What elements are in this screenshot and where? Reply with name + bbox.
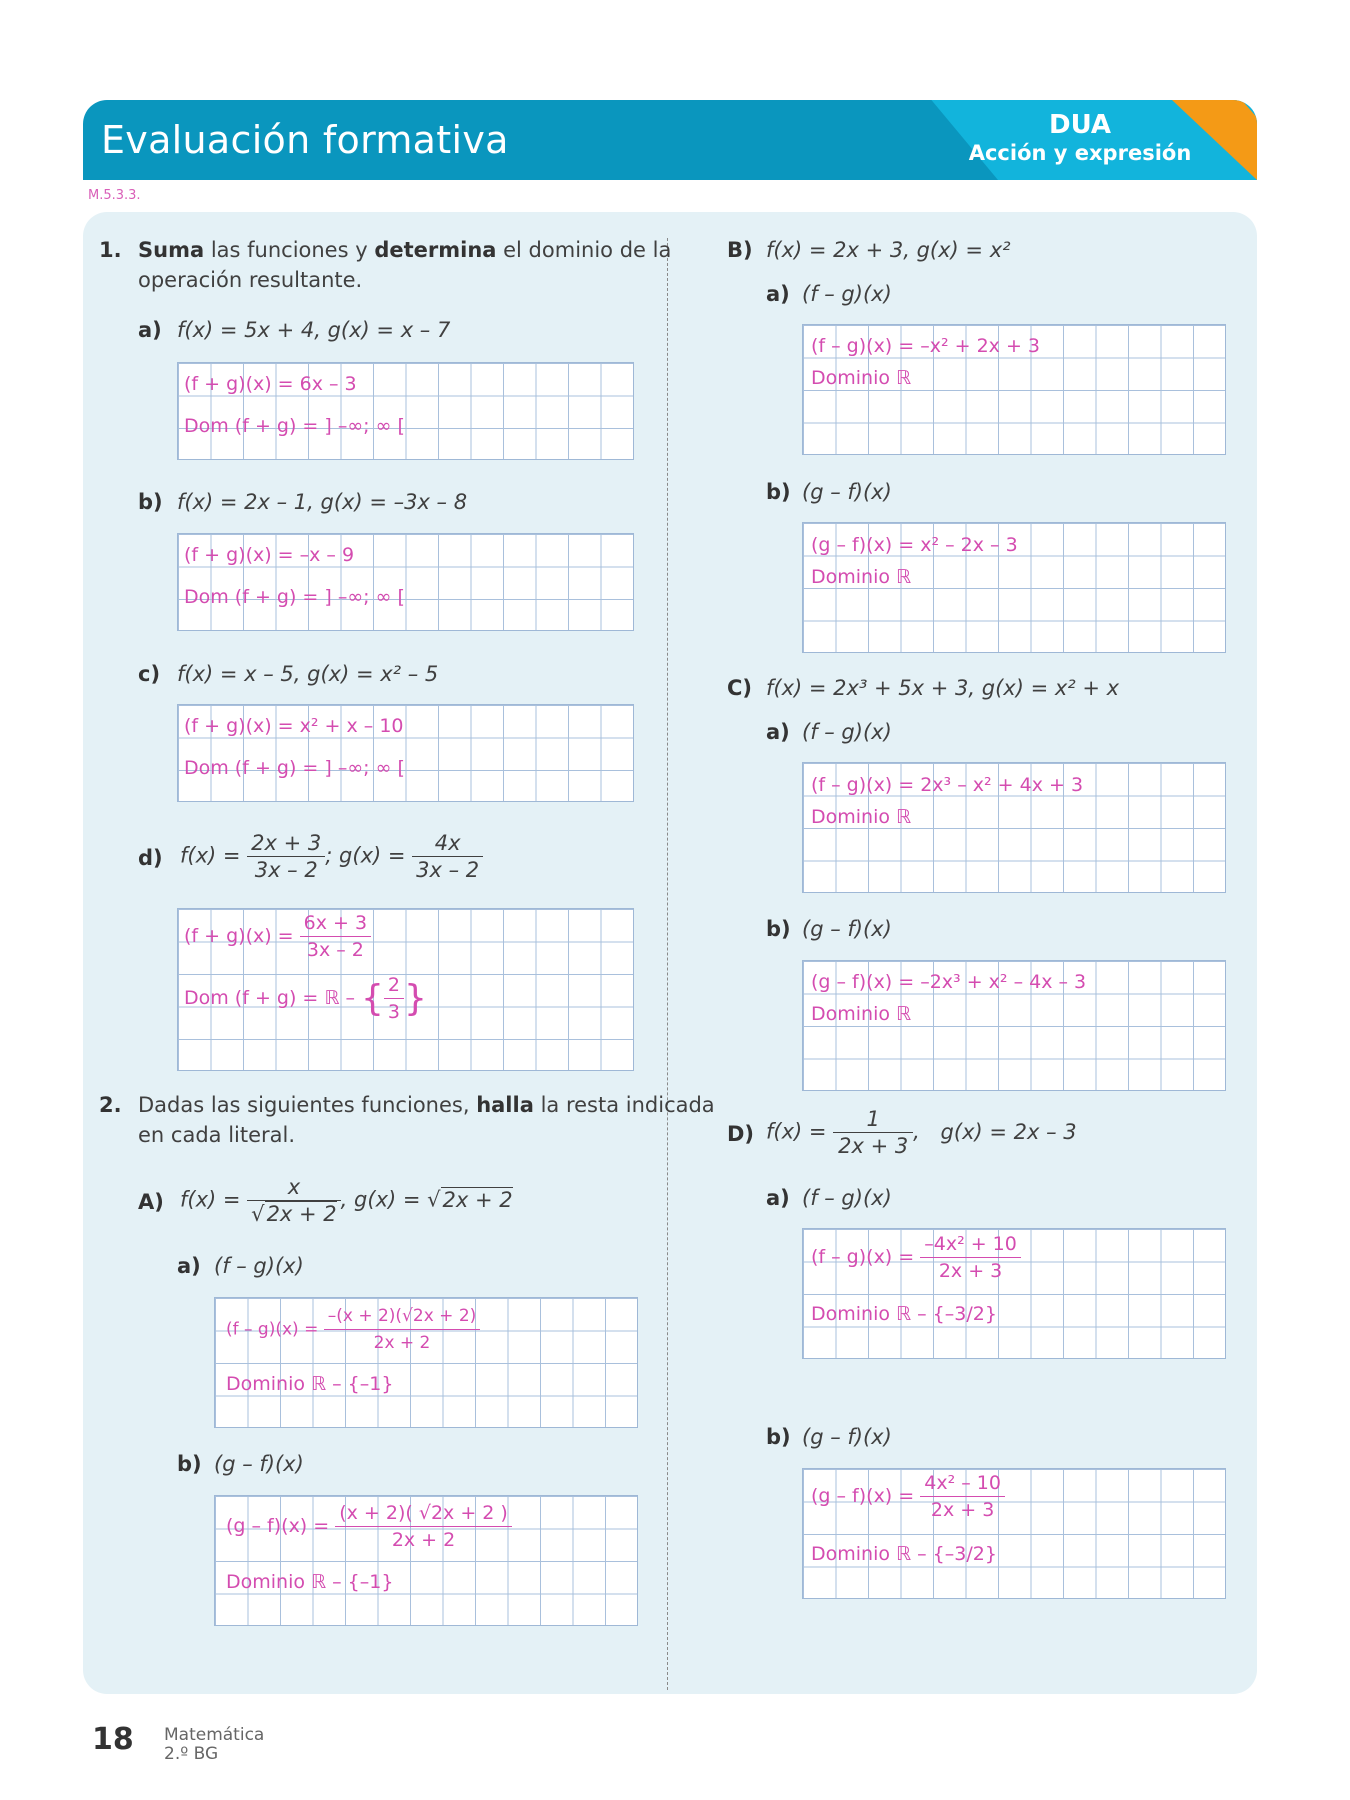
q2Aa-answer-numerator: –(x + 2)(√2x + 2)	[324, 1303, 481, 1330]
q2B-expression: f(x) = 2x + 3, g(x) = x²	[766, 238, 1011, 262]
q2A-g-sqrt: √2x + 2	[427, 1187, 513, 1212]
q2D-comma: ,	[913, 1119, 920, 1144]
q2Ab-answer-denominator: 2x + 2	[391, 1529, 456, 1551]
q2D-f-fraction	[833, 1106, 913, 1159]
q2Bb-answer-line2: Dominio ℝ	[811, 566, 912, 588]
q2A-functions	[180, 1174, 513, 1227]
q1d-f-denominator: 3x – 2	[254, 858, 318, 882]
q2Cb-expression: (g – f)(x)	[802, 917, 892, 941]
q1d-domain-numerator: 2	[384, 972, 404, 999]
q1d-g-numerator: 4x	[412, 830, 483, 857]
q1d-f-lhs: f(x) =	[180, 843, 241, 868]
q1d-f-fraction	[247, 830, 325, 883]
q2A-f-numerator: x	[247, 1174, 341, 1201]
q2D-label: D)	[727, 1122, 755, 1146]
q2A-f-radicand: 2x + 2	[266, 1202, 337, 1226]
q2Ab-answer-lhs: (g – f)(x) =	[226, 1515, 330, 1537]
q2Ab-answer-line1	[226, 1500, 512, 1553]
q1b-label: b)	[138, 490, 163, 514]
q2D-f-denominator: 2x + 3	[838, 1134, 909, 1158]
q1d-functions	[180, 830, 483, 883]
q2B-label: B)	[727, 238, 753, 262]
q2Ba-answer-line2: Dominio ℝ	[811, 367, 912, 389]
q2Ba-label: a)	[766, 282, 790, 306]
q2Da-answer-lhs: (f – g)(x) =	[811, 1246, 915, 1268]
q2Bb-label: b)	[766, 480, 791, 504]
q2Ab-answer-numerator: (x + 2)( √2x + 2 )	[335, 1500, 512, 1527]
q2Db-answer-line2: Dominio ℝ – {–3/2}	[811, 1543, 997, 1565]
q1b-answer-line2: Dom (f + g) = ] –∞; ∞ [	[184, 586, 405, 608]
q1a-expression: f(x) = 5x + 4, g(x) = x – 7	[177, 318, 451, 342]
q2Aa-answer-denominator: 2x + 2	[373, 1333, 431, 1353]
q2Aa-answer-line1	[226, 1303, 480, 1356]
q2Da-label: a)	[766, 1186, 790, 1210]
dua-subtitle: Acción y expresión	[968, 141, 1192, 165]
q2Db-answer-lhs: (g – f)(x) =	[811, 1485, 915, 1507]
header-banner	[83, 100, 1257, 180]
column-divider	[667, 238, 668, 1690]
q1c-label: c)	[138, 662, 161, 686]
q1d-g-lhs: g(x) =	[339, 843, 406, 868]
q2Ca-expression: (f – g)(x)	[802, 720, 892, 744]
q1d-g-denominator: 3x – 2	[416, 858, 480, 882]
q1-text-part2: las funciones y	[204, 238, 375, 262]
q2Aa-expression: (f – g)(x)	[214, 1254, 304, 1278]
q2Ab-answer-fraction	[335, 1500, 512, 1553]
q1-text-line1	[138, 238, 671, 262]
q1d-g-fraction	[412, 830, 483, 883]
q2A-comma: ,	[340, 1187, 348, 1212]
q2A-f-denominator: √2x + 2	[251, 1202, 337, 1226]
q2Aa-label: a)	[177, 1254, 201, 1278]
q2Aa-answer-lhs: (f – g)(x) =	[226, 1319, 319, 1340]
q2Cb-answer-line2: Dominio ℝ	[811, 1003, 912, 1025]
q2-number: 2.	[99, 1093, 122, 1117]
q1d-f-numerator: 2x + 3	[247, 830, 325, 857]
q2Cb-label: b)	[766, 917, 791, 941]
q1d-answer-line2	[184, 972, 427, 1025]
q2A-g-lhs: g(x) =	[354, 1187, 421, 1212]
q2D-f-numerator: 1	[833, 1106, 913, 1133]
footer-subject: Matemática	[164, 1725, 265, 1745]
q2Cb-answer-line1: (g – f)(x) = –2x³ + x² – 4x – 3	[811, 971, 1087, 993]
q1d-brace-close: }	[404, 978, 427, 1019]
q1-number: 1.	[99, 238, 122, 262]
q1-text-part4: el dominio de la	[496, 238, 672, 262]
q2A-label: A)	[138, 1190, 164, 1214]
q2D-functions	[766, 1106, 1077, 1159]
q2D-f-lhs: f(x) =	[766, 1119, 827, 1144]
q1c-answer-line1: (f + g)(x) = x² + x – 10	[184, 715, 404, 737]
q2-text-line2: en cada literal.	[138, 1123, 296, 1147]
q2Ca-label: a)	[766, 720, 790, 744]
q1d-brace-open: {	[361, 978, 384, 1019]
q1d-answer-lhs: (f + g)(x) =	[184, 925, 294, 947]
q2Aa-answer-line2: Dominio ℝ – {–1}	[226, 1373, 394, 1395]
q1d-domain-denominator: 3	[387, 1001, 401, 1023]
q1a-label: a)	[138, 318, 162, 342]
q1-text-bold2: determina	[374, 238, 497, 262]
q1a-answer-line2: Dom (f + g) = ] –∞; ∞ [	[184, 415, 405, 437]
q2-text-bold: halla	[476, 1093, 534, 1117]
q2-text-part3: la resta indicada	[533, 1093, 715, 1117]
q2-text-part1: Dadas las siguientes funciones,	[138, 1093, 477, 1117]
q2Ba-answer-line1: (f – g)(x) = –x² + 2x + 3	[811, 335, 1041, 357]
footer-grade: 2.º BG	[164, 1744, 219, 1764]
page-title: Evaluación formativa	[101, 118, 509, 162]
q2D-g-expression: g(x) = 2x – 3	[940, 1119, 1077, 1144]
dua-badge	[965, 110, 1195, 166]
q2Db-answer-denominator: 2x + 3	[930, 1499, 995, 1521]
q2A-f-fraction	[247, 1174, 341, 1227]
q2C-expression: f(x) = 2x³ + 5x + 3, g(x) = x² + x	[766, 676, 1120, 700]
q2Da-answer-denominator: 2x + 3	[938, 1260, 1003, 1282]
q1d-answer-fraction	[300, 910, 371, 963]
q1b-answer-line1: (f + g)(x) = –x – 9	[184, 544, 355, 566]
q2Ab-label: b)	[177, 1452, 202, 1476]
q1-text-bold1: Suma	[138, 238, 205, 262]
q1d-answer-numerator: 6x + 3	[300, 910, 371, 937]
q1d-domain-fraction	[384, 972, 404, 1025]
q1d-separator: ;	[325, 843, 333, 868]
footer-subject-block	[164, 1726, 264, 1764]
q1a-answer-line1: (f + g)(x) = 6x – 3	[184, 373, 357, 395]
q1c-answer-line2: Dom (f + g) = ] –∞; ∞ [	[184, 757, 405, 779]
q1-text-line2: operación resultante.	[138, 268, 363, 292]
q2Db-answer-numerator: 4x² – 10	[920, 1470, 1005, 1497]
q2Ba-expression: (f – g)(x)	[802, 282, 892, 306]
q2Ca-answer-line2: Dominio ℝ	[811, 806, 912, 828]
q1b-expression: f(x) = 2x – 1, g(x) = –3x – 8	[177, 490, 468, 514]
q2C-label: C)	[727, 676, 753, 700]
q2Da-answer-numerator: –4x² + 10	[920, 1231, 1021, 1258]
q2Ab-answer-line2: Dominio ℝ – {–1}	[226, 1571, 394, 1593]
q1d-answer-denominator: 3x – 2	[306, 939, 364, 961]
q2Aa-answer-fraction	[324, 1303, 481, 1356]
q2Bb-expression: (g – f)(x)	[802, 480, 892, 504]
q2Da-answer-line1	[811, 1231, 1021, 1284]
q1d-domain-lhs: Dom (f + g) = ℝ –	[184, 987, 355, 1009]
q2Bb-answer-line1: (g – f)(x) = x² – 2x – 3	[811, 534, 1018, 556]
q2Da-answer-fraction	[920, 1231, 1021, 1284]
q2Db-expression: (g – f)(x)	[802, 1425, 892, 1449]
q2Db-answer-line1	[811, 1470, 1005, 1523]
q1d-answer-line1	[184, 910, 371, 963]
q2A-g-radicand: 2x + 2	[442, 1187, 513, 1212]
dua-title: DUA	[1048, 110, 1112, 140]
q2Da-expression: (f – g)(x)	[802, 1186, 892, 1210]
q1d-label: d)	[138, 846, 163, 870]
q2A-f-lhs: f(x) =	[180, 1187, 241, 1212]
q2Db-answer-fraction	[920, 1470, 1005, 1523]
q2Ca-answer-line1: (f – g)(x) = 2x³ – x² + 4x + 3	[811, 774, 1084, 796]
q2Db-label: b)	[766, 1425, 791, 1449]
q2-text-line1	[138, 1093, 715, 1117]
q1c-expression: f(x) = x – 5, g(x) = x² – 5	[177, 662, 439, 686]
q2Ab-expression: (g – f)(x)	[214, 1452, 304, 1476]
q2Da-answer-line2: Dominio ℝ – {–3/2}	[811, 1303, 997, 1325]
page-number: 18	[92, 1722, 134, 1757]
skill-code: M.5.3.3.	[88, 188, 141, 203]
